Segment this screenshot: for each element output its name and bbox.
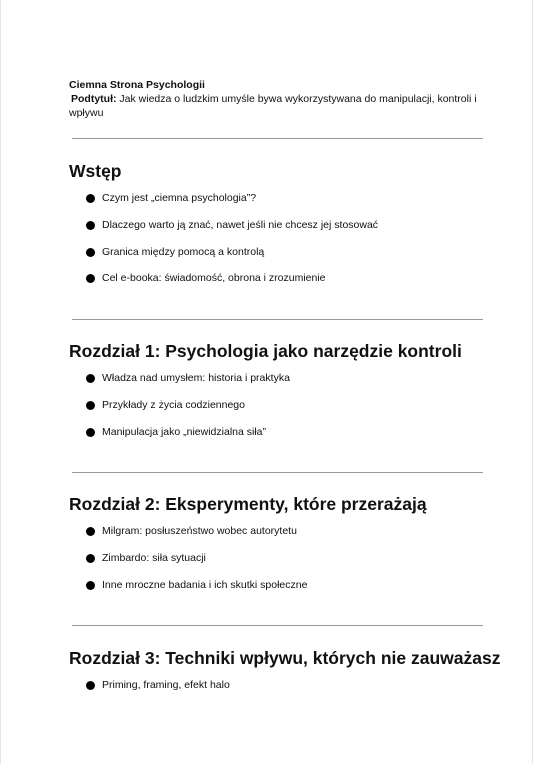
bullet-icon [86,274,95,283]
horizontal-divider [72,138,483,139]
section-intro [69,161,509,284]
section-heading: Wstęp [69,161,122,181]
section-heading: Rozdział 1: Psychologia jako narzędzie kontroli [69,341,462,361]
document-header [69,79,489,120]
list-item-text: Milgram: posłuszeństwo wobec autorytetu [102,525,297,537]
bullet-icon [86,681,95,690]
list-item-text: Inne mroczne badania i ich skutki społeczne [102,579,308,591]
bullet-icon [86,554,95,563]
subtitle-label: Podtytuł: [71,93,117,105]
list-item-text: Czym jest „ciemna psychologia”? [102,192,257,204]
list-item-text: Priming, framing, efekt halo [102,679,230,691]
bullet-icon [86,374,95,383]
bullet-icon [86,248,95,257]
list-item-text: Przykłady z życia codziennego [102,399,245,411]
section-chapter-1 [69,341,509,438]
bullet-icon [86,428,95,437]
horizontal-divider [72,319,483,320]
bullet-icon [86,581,95,590]
document-title: Ciemna Strona Psychologii [69,79,205,91]
subtitle-text: Jak wiedza o ludzkim umyśle bywa wykorzystywana do manipulacji, kontroli i wpływu [69,93,477,119]
list-item-text: Granica między pomocą a kontrolą [102,246,265,258]
list-item-text: Zimbardo: siła sytuacji [102,552,206,564]
bullet-icon [86,401,95,410]
list-item-text: Cel e-booka: świadomość, obrona i zrozumienie [102,272,326,284]
horizontal-divider [72,625,483,626]
bullet-icon [86,527,95,536]
document-subtitle [69,92,489,120]
list-item-text: Władza nad umysłem: historia i praktyka [102,372,290,384]
section-heading: Rozdział 3: Techniki wpływu, których nie zauważasz [69,648,501,668]
list-item-text: Dlaczego warto ją znać, nawet jeśli nie chcesz jej stosować [102,219,379,231]
section-heading: Rozdział 2: Eksperymenty, które przerażają [69,494,427,514]
bullet-icon [86,221,95,230]
horizontal-divider [72,472,483,473]
section-chapter-3 [69,648,509,691]
list-item-text: Manipulacja jako „niewidzialna siła” [102,426,266,438]
section-chapter-2 [69,494,509,591]
bullet-icon [86,194,95,203]
